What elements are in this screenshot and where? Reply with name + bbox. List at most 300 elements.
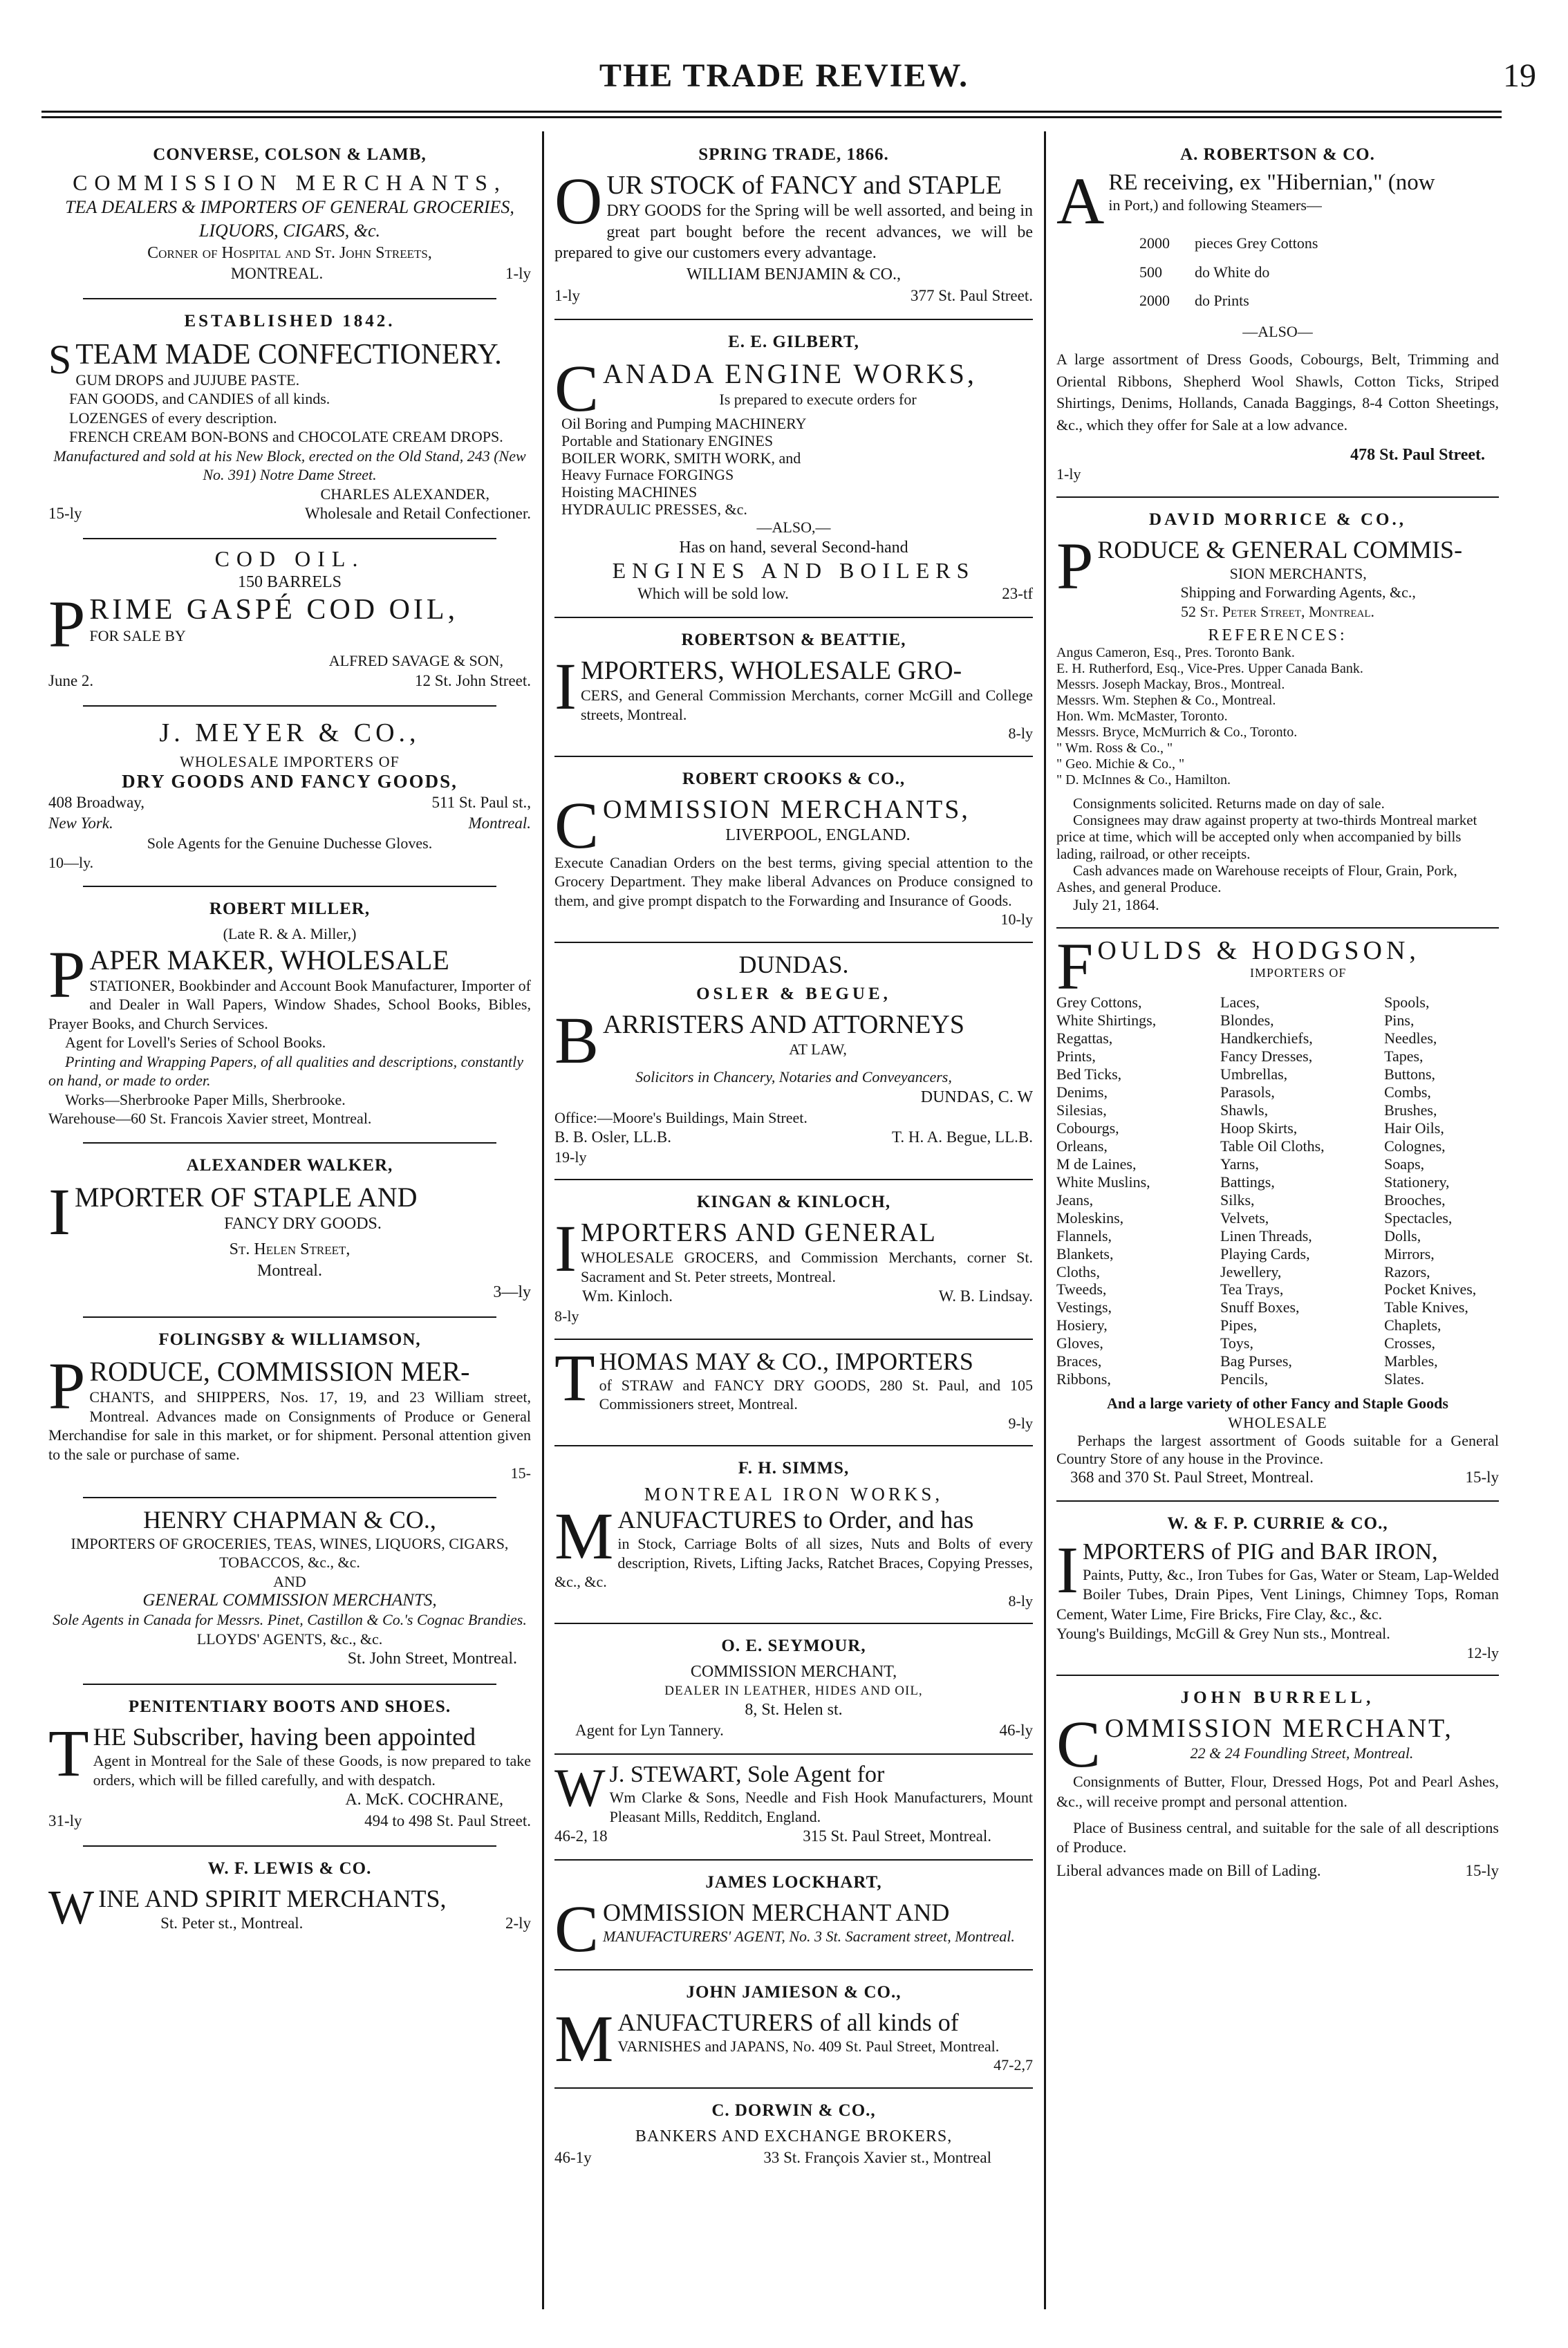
ad-burrell	[1049, 1679, 1506, 1881]
ad-name: ALEXANDER WALKER,	[186, 1155, 393, 1175]
ad-address: 315 St. Paul Street, Montreal.	[803, 1827, 991, 1845]
ad-also: —ALSO—	[1242, 323, 1313, 341]
ad-item	[1139, 229, 1499, 258]
separator	[1056, 1500, 1499, 1502]
ad-line: Sole Agents in Canada for Messrs. Pinet, Castillon & Co.'s Cognac Brandies.	[53, 1611, 527, 1629]
ad-agent: Agent for Lyn Tannery.	[575, 1722, 724, 1740]
goods-item: Slates.	[1384, 1370, 1425, 1388]
goods-item: Jewellery,	[1220, 1262, 1282, 1280]
ad-address: 52 St. Peter Street, Montreal.	[1180, 602, 1375, 620]
ad-dorwin	[548, 2091, 1040, 2168]
ad-firm: WILLIAM BENJAMIN & CO.,	[687, 265, 901, 284]
ad-sub: Is prepared to execute orders for	[719, 390, 917, 408]
dropcap: T	[554, 1340, 595, 1415]
goods-item: Handkerchiefs,	[1220, 1029, 1313, 1047]
separator	[83, 538, 496, 539]
goods-item: Braces,	[1056, 1352, 1102, 1370]
dropcap: F	[1056, 929, 1094, 1003]
ad-line: FRENCH CREAM BON-BONS and CHOCOLATE CREAM DROPS.	[69, 428, 503, 445]
ad-name: A. ROBERTSON & CO.	[1180, 145, 1375, 164]
goods-item: Hoop Skirts,	[1220, 1119, 1298, 1137]
separator	[1056, 927, 1499, 929]
ad-body: STATIONER, Bookbinder and Account Book Manufacturer, Importer of and Dealer in Wall Papers, Window Shades, School Books, Bibles, Prayer Books, and Church Services.	[48, 976, 531, 1032]
ad-late: (Late R. & A. Miller,)	[223, 925, 357, 942]
goods-item: Prints,	[1056, 1047, 1096, 1065]
separator	[83, 1684, 496, 1685]
goods-item: Fancy Dresses,	[1220, 1047, 1313, 1065]
ad-name: ROBERT MILLER,	[209, 900, 371, 918]
ad-city-left: New York.	[48, 814, 113, 832]
ad-code: 23-tf	[1002, 585, 1033, 603]
ad-sub: FANCY DRY GOODS.	[224, 1214, 382, 1233]
separator	[554, 1859, 1033, 1861]
separator	[554, 942, 1033, 943]
goods-item: Pins,	[1384, 1012, 1415, 1029]
ad-addr-left: 408 Broadway,	[48, 794, 145, 812]
ad-address: Young's Buildings, McGill & Grey Nun sts., Montreal.	[1056, 1625, 1390, 1643]
dropcap: P	[48, 586, 86, 661]
ad-thomas-may	[548, 1340, 1040, 1433]
ad-item-desc: pieces Grey Cottons	[1195, 234, 1318, 252]
ad-code: 46-ly	[999, 1722, 1033, 1740]
goods-item: Hosiery,	[1056, 1316, 1108, 1334]
ad-agents: Sole Agents for the Genuine Duchesse Gloves.	[147, 835, 433, 852]
ad-item-desc: do Prints	[1195, 292, 1249, 310]
ad-role: Wholesale and Retail Confectioner.	[305, 505, 531, 522]
ad-morrice	[1049, 501, 1506, 915]
goods-item: Vestings,	[1056, 1298, 1112, 1316]
ad-title: MPORTERS, WHOLESALE GRO-	[580, 656, 962, 686]
ad-dundas	[548, 946, 1040, 1167]
goods-item: Brooches,	[1384, 1191, 1446, 1209]
separator	[554, 1969, 1033, 1970]
ad-seller: ALFRED SAVAGE & SON,	[328, 652, 503, 670]
ad-body: CHANTS, and SHIPPERS, Nos. 17, 19, and 23 William street, Montreal. Advances made on Consignments of Produce or General Merchandise for sale in this market, or for shipment. Personal attention given to the sale or purchase of same.	[48, 1388, 531, 1463]
ad-name: ROBERT CROOKS & CO.,	[682, 769, 906, 788]
ad-address: 33 St. François Xavier st., Montreal	[763, 2148, 991, 2166]
ad-name: JOHN JAMIESON & CO.,	[686, 1982, 902, 2002]
ad-more: And a large variety of other Fancy and Staple Goods	[1107, 1395, 1448, 1413]
ad-chapman	[41, 1501, 538, 1670]
ad-sub: IMPORTERS OF	[1249, 965, 1347, 980]
ad-title: ANUFACTURERS of all kinds of	[617, 2008, 959, 2036]
ad-title: MPORTERS of PIG and BAR IRON,	[1082, 1538, 1438, 1565]
ad-code: 15-ly	[1465, 1468, 1499, 1486]
ad-code: 15-	[510, 1464, 531, 1482]
ad-code: 9-ly	[1008, 1414, 1033, 1432]
ad-title: OMMISSION MERCHANT,	[1105, 1714, 1453, 1744]
ad-address: 478 St. Paul Street.	[1350, 446, 1485, 465]
ad-walker	[41, 1146, 538, 1303]
goods-item: Bed Ticks,	[1056, 1065, 1122, 1083]
goods-item: Pipes,	[1220, 1316, 1258, 1334]
ad-title: APER MAKER, WHOLESALE	[89, 944, 449, 976]
ad-converse	[41, 136, 538, 284]
goods-item: Battings,	[1220, 1173, 1275, 1191]
ad-code: 10—ly.	[48, 853, 94, 871]
ad-code: 8-ly	[1008, 1592, 1033, 1610]
ad-item-qty: 2000	[1139, 234, 1170, 252]
ad-and: AND	[273, 1572, 306, 1590]
ad-title: HOMAS MAY & CO., IMPORTERS	[599, 1347, 973, 1375]
ad-reference: Hon. Wm. McMaster, Toronto.	[1056, 709, 1228, 725]
ad-line: LOZENGES of every description.	[69, 409, 277, 427]
goods-item: Regattas,	[1056, 1029, 1113, 1047]
ad-city: MONTREAL.	[230, 265, 324, 283]
dropcap: S	[48, 337, 72, 383]
separator	[83, 1845, 496, 1847]
ad-title: MPORTER OF STAPLE AND	[74, 1181, 418, 1213]
goods-item: Dolls,	[1384, 1227, 1421, 1245]
ad-date: June 2.	[48, 671, 94, 689]
ad-title: OULDS & HODGSON,	[1097, 935, 1420, 965]
separator	[554, 1753, 1033, 1755]
ad-lewis	[41, 1849, 538, 1934]
goods-item: Crosses,	[1384, 1334, 1436, 1352]
ad-body: Consignments of Butter, Flour, Dressed Hogs, Pot and Pearl Ashes, &c., will receive prompt and personal attention.	[1056, 1773, 1499, 1810]
ad-sold: Which will be sold low.	[637, 585, 789, 603]
dropcap: P	[48, 1349, 86, 1424]
ad-item-qty: 500	[1139, 263, 1162, 281]
ad-address: 494 to 498 St. Paul Street.	[364, 1811, 531, 1829]
ad-warehouse: Warehouse—60 St. Francois Xavier street, Montreal.	[48, 1110, 372, 1127]
ad-reference: " D. McInnes & Co., Hamilton.	[1056, 772, 1231, 788]
ad-city: LIVERPOOL, ENGLAND.	[725, 826, 911, 844]
ad-established: ESTABLISHED 1842.	[184, 312, 395, 331]
ad-body: of STRAW and FANCY DRY GOODS, 280 St. Paul, and 105 Commissioners street, Montreal.	[599, 1376, 1033, 1413]
goods-item: Table Knives,	[1384, 1298, 1468, 1316]
ad-title: HE Subscriber, having been appointed	[93, 1723, 476, 1751]
goods-item: Needles,	[1384, 1029, 1437, 1047]
goods-item: Brushes,	[1384, 1101, 1437, 1119]
ad-sub: Solicitors in Chancery, Notaries and Conveyancers,	[635, 1068, 952, 1086]
ad-reference: Angus Cameron, Esq., Pres. Toronto Bank.	[1056, 645, 1295, 661]
separator	[83, 1497, 496, 1498]
goods-item: Stationery,	[1384, 1173, 1450, 1191]
ad-city: DUNDAS, C. W	[920, 1088, 1033, 1106]
goods-column-c	[1384, 994, 1499, 1388]
ad-a-robertson	[1049, 136, 1506, 484]
goods-item: Denims,	[1056, 1083, 1108, 1101]
ad-code: 31-ly	[48, 1811, 82, 1829]
ad-reference: Messrs. Bryce, McMurrich & Co., Toronto.	[1056, 725, 1298, 740]
goods-item: Soaps,	[1384, 1155, 1425, 1173]
ad-head: DUNDAS.	[738, 950, 849, 978]
ad-firm: OSLER & BEGUE,	[696, 984, 891, 1003]
ad-place: Place of Business central, and suitable for the sale of all descriptions of Produce.	[1056, 1819, 1499, 1856]
ad-partner: B. B. Osler, LL.B.	[554, 1128, 672, 1146]
ad-body: Paints, Putty, &c., Iron Tubes for Gas, Water or Steam, Lap-Welded Boiler Tubes, Drain Pipes, Vent Linings, Chimney Tops, Roman Cement, Water Lime, Fire Bricks, Fire Clay, &c., &c.	[1056, 1565, 1499, 1623]
goods-item: Parasols,	[1220, 1083, 1275, 1101]
ad-code: 15-ly	[48, 505, 82, 522]
ad-robertson-beattie	[548, 621, 1040, 743]
goods-item: Toys,	[1220, 1334, 1253, 1352]
ad-title: RODUCE, COMMISSION MER-	[89, 1356, 470, 1388]
ad-name: FOLINGSBY & WILLIAMSON,	[158, 1330, 421, 1350]
ad-reference: " Wm. Ross & Co., "	[1056, 740, 1173, 756]
ad-item	[1139, 258, 1499, 287]
separator	[83, 298, 496, 299]
goods-item: Buttons,	[1384, 1065, 1436, 1083]
goods-item: Hair Oils,	[1384, 1119, 1444, 1137]
ad-item-desc: do White do	[1195, 263, 1270, 281]
ad-body: WHOLESALE GROCERS, and Commission Merchants, corner St. Sacrament and St. Peter streets, Montreal.	[580, 1249, 1033, 1285]
goods-item: Cloths,	[1056, 1262, 1100, 1280]
ad-head: PENITENTIARY BOOTS AND SHOES.	[128, 1697, 451, 1717]
ad-reference: Messrs. Wm. Stephen & Co., Montreal.	[1056, 693, 1276, 709]
ad-line: Oil Boring and Pumping MACHINERY	[561, 415, 807, 433]
separator	[554, 617, 1033, 618]
ad-reference: " Geo. Michie & Co., "	[1056, 756, 1185, 772]
goods-item: Silesias,	[1056, 1101, 1107, 1119]
ad-line: HYDRAULIC PRESSES, &c.	[561, 500, 747, 518]
goods-item: Laces,	[1220, 994, 1260, 1012]
ad-big: ENGINES AND BOILERS	[612, 558, 976, 584]
ad-name: JAMES LOCKHART,	[705, 1873, 882, 1892]
ad-name: JOHN BURRELL,	[1180, 1688, 1375, 1708]
ad-address: 12 St. John Street.	[414, 671, 531, 689]
ad-gilbert	[548, 323, 1040, 605]
goods-item: Blankets,	[1056, 1245, 1114, 1262]
ad-title: RODUCE & GENERAL COMMIS-	[1097, 535, 1463, 563]
ad-body: in Stock, Carriage Bolts of all sizes, Nuts and Bolts of every description, Rivets, Lifting Jacks, Ratchet Braces, Copying Presses, &c., &c.	[554, 1535, 1033, 1591]
ad-date: July 21, 1864.	[1073, 896, 1159, 914]
dropcap: I	[48, 1174, 71, 1249]
ad-role: BANKERS AND EXCHANGE BROKERS,	[635, 2127, 953, 2145]
goods-item: Spools,	[1384, 994, 1430, 1012]
goods-item: Bag Purses,	[1220, 1352, 1292, 1370]
ad-name: DAVID MORRICE & CO.,	[1149, 510, 1406, 529]
ad-reference: E. H. Rutherford, Esq., Vice-Pres. Upper Canada Bank.	[1056, 661, 1363, 677]
ad-sub: DEALER IN LEATHER, HIDES AND OIL,	[664, 1684, 923, 1698]
ad-title: MPORTERS AND GENERAL	[580, 1218, 937, 1248]
ad-title: OMMISSION MERCHANT AND	[603, 1899, 950, 1927]
ad-partner: Wm. Kinloch.	[582, 1287, 673, 1305]
dropcap: I	[554, 649, 577, 724]
ad-jamieson	[548, 1973, 1040, 2075]
ad-para: Consignments solicited. Returns made on day of sale.	[1073, 795, 1385, 812]
goods-item: Combs,	[1384, 1083, 1431, 1101]
separator	[554, 319, 1033, 320]
ad-title: ANUFACTURES to Order, and has	[617, 1506, 974, 1534]
column-1	[41, 136, 538, 1934]
header-rule-top	[41, 111, 1502, 113]
ad-title: OMMISSION MERCHANTS,	[603, 794, 970, 824]
ad-item-qty: 2000	[1139, 292, 1170, 310]
header-rule-bottom	[41, 116, 1502, 118]
goods-item: Ribbons,	[1056, 1370, 1111, 1388]
ad-confectionery	[41, 302, 538, 524]
dropcap: C	[554, 351, 599, 425]
ad-proprietor: CHARLES ALEXANDER,	[320, 485, 489, 503]
ad-title: J. STEWART, Sole Agent for	[609, 1762, 885, 1788]
ad-title: INE AND SPIRIT MERCHANTS,	[98, 1884, 447, 1912]
ad-code: 46-1y	[554, 2148, 592, 2166]
dropcap: P	[1056, 528, 1094, 603]
separator	[83, 705, 496, 707]
ad-name: O. E. SEYMOUR,	[721, 1637, 866, 1656]
ad-simms	[548, 1449, 1040, 1610]
dropcap: W	[48, 1881, 95, 1935]
dropcap: W	[554, 1758, 606, 1818]
ad-code: 2-ly	[505, 1914, 531, 1932]
ad-line: IMPORTERS OF GROCERIES, TEAS, WINES, LIQUORS, CIGARS, TOBACCOS, &c., &c.	[71, 1534, 509, 1572]
ad-name: F. H. SIMMS,	[738, 1459, 850, 1478]
dropcap: C	[1056, 1707, 1101, 1782]
ad-folingsby	[41, 1321, 538, 1483]
ad-note: Manufactured and sold at his New Block, erected on the Old Stand, 243 (New No. 391) Notre Dame Street.	[53, 447, 526, 483]
ad-line: BOILER WORK, SMITH WORK, and	[561, 449, 801, 467]
ad-city-right: Montreal.	[468, 814, 531, 832]
dropcap: T	[48, 1716, 89, 1791]
goods-item: Spectacles,	[1384, 1209, 1453, 1227]
ad-line: Portable and Stationary ENGINES	[561, 432, 774, 450]
ad-code: 3—ly	[493, 1283, 531, 1301]
ad-sub: WHOLESALE IMPORTERS OF	[180, 752, 400, 770]
ad-title: RIME GASPÉ COD OIL,	[89, 593, 459, 626]
goods-item: M de Laines,	[1056, 1155, 1137, 1173]
goods-item: Tea Trays,	[1220, 1280, 1284, 1298]
ad-seymour	[548, 1627, 1040, 1741]
ad-address: 377 St. Paul Street.	[911, 286, 1033, 304]
dropcap: P	[48, 937, 86, 1012]
ad-code: 8-ly	[554, 1307, 579, 1325]
ad-also: —ALSO,—	[756, 519, 831, 537]
goods-item: White Shirtings,	[1056, 1012, 1157, 1029]
goods-item: Chaplets,	[1384, 1316, 1441, 1334]
ad-title: ARRISTERS AND ATTORNEYS	[603, 1009, 964, 1039]
goods-item: Pocket Knives,	[1384, 1280, 1477, 1298]
goods-item: Jeans,	[1056, 1191, 1094, 1209]
goods-item: Tapes,	[1384, 1047, 1424, 1065]
ad-line: GENERAL COMMISSION MERCHANTS,	[142, 1591, 437, 1610]
ad-currie	[1049, 1504, 1506, 1663]
column-2	[548, 136, 1040, 2168]
ad-address: 22 & 24 Foundling Street, Montreal.	[1190, 1744, 1414, 1762]
ad-code: 1-ly	[554, 286, 581, 304]
goods-item: Playing Cards,	[1220, 1245, 1310, 1262]
goods-item: Flannels,	[1056, 1227, 1112, 1245]
separator	[1056, 496, 1499, 498]
ad-line: LLOYDS' AGENTS, &c., &c.	[196, 1630, 383, 1648]
ad-spring-trade	[548, 136, 1040, 306]
separator	[1056, 1675, 1499, 1676]
ad-name: C. DORWIN & CO.,	[711, 2100, 876, 2120]
ad-line: Heavy Furnace FORGINGS	[561, 466, 734, 484]
ad-line: FAN GOODS, and CANDIES of all kinds.	[69, 390, 330, 407]
goods-item: Blondes,	[1220, 1012, 1274, 1029]
dropcap: I	[554, 1211, 577, 1286]
dropcap: B	[554, 1003, 599, 1077]
goods-item: Snuff Boxes,	[1220, 1298, 1300, 1316]
goods-item: Razors,	[1384, 1262, 1430, 1280]
ad-liberal: Liberal advances made on Bill of Lading.	[1056, 1862, 1321, 1880]
ad-crooks	[548, 760, 1040, 929]
ad-hand: Has on hand, several Second-hand	[679, 538, 908, 557]
ad-name: HENRY CHAPMAN & CO.,	[143, 1505, 436, 1534]
ad-meyer	[41, 709, 538, 872]
ad-addr-right: 511 St. Paul st.,	[431, 794, 531, 812]
column-3	[1049, 136, 1506, 1881]
ad-agent: Agent for Lovell's Series of School Books.	[65, 1034, 326, 1051]
ad-code: 8-ly	[1008, 725, 1033, 743]
ad-line: GUM DROPS and JUJUBE PASTE.	[75, 371, 300, 389]
goods-item: Marbles,	[1384, 1352, 1438, 1370]
goods-item: Silks,	[1220, 1191, 1255, 1209]
dropcap: C	[554, 788, 599, 862]
goods-item: Mirrors,	[1384, 1245, 1435, 1262]
ad-code: 46-2, 18	[554, 1827, 608, 1845]
goods-list	[1056, 994, 1499, 1388]
goods-column-a	[1056, 994, 1220, 1388]
ad-sub: in Port,) and following Steamers—	[1108, 196, 1322, 214]
ad-body: DRY GOODS for the Spring will be well assorted, and being in great part bought before the recent advances, we will be prepared to give our customers every advantage.	[554, 202, 1033, 263]
ad-foulds	[1049, 931, 1506, 1488]
goods-column-b	[1220, 994, 1384, 1388]
ad-head: SPRING TRADE, 1866.	[698, 145, 889, 164]
goods-item: Cobourgs,	[1056, 1119, 1119, 1137]
column-rule-1	[542, 131, 544, 2309]
ad-city: Montreal.	[257, 1261, 322, 1280]
ad-body: VARNISHES and JAPANS, No. 409 St. Paul Street, Montreal.	[617, 2037, 1000, 2055]
ad-stewart	[548, 1758, 1040, 1847]
goods-item: Tweeds,	[1056, 1280, 1107, 1298]
ad-name: J. MEYER & CO.,	[159, 718, 420, 747]
separator	[554, 1445, 1033, 1446]
goods-item: Colognes,	[1384, 1137, 1446, 1155]
ad-name: KINGAN & KINLOCH,	[696, 1193, 891, 1212]
ad-penitentiary	[41, 1688, 538, 1832]
separator	[554, 2087, 1033, 2089]
ad-address: Corner of Hospital and St. John Streets,	[147, 243, 432, 262]
goods-item: Linen Threads,	[1220, 1227, 1312, 1245]
ad-code: 19-ly	[554, 1148, 587, 1166]
goods-item: Pencils,	[1220, 1370, 1269, 1388]
ad-item	[1139, 286, 1499, 315]
ad-miller	[41, 890, 538, 1128]
ad-goods: DRY GOODS AND FANCY GOODS,	[122, 771, 458, 792]
ad-code: 47-2,7	[993, 2056, 1033, 2074]
ad-title: COMMISSION MERCHANTS,	[73, 170, 507, 195]
goods-item: Yarns,	[1220, 1155, 1259, 1173]
goods-item: Velvets,	[1220, 1209, 1269, 1227]
separator	[83, 1142, 496, 1144]
ad-code: 15-ly	[1465, 1862, 1499, 1880]
goods-item: Orleans,	[1056, 1137, 1108, 1155]
ad-address: St. Peter st., Montreal.	[160, 1914, 304, 1932]
separator	[83, 1316, 496, 1318]
ad-para: Cash advances made on Warehouse receipts of Flour, Grain, Pork, Ashes, and general Produce.	[1056, 861, 1457, 895]
ad-address: St. John Street, Montreal.	[347, 1650, 517, 1668]
ad-street: 8, St. Helen st.	[745, 1700, 843, 1719]
ad-code: 1-ly	[1056, 465, 1081, 483]
ad-body: Wm Clarke & Sons, Needle and Fish Hook Manufacturers, Mount Pleasant Mills, Redditch, England.	[609, 1789, 1033, 1825]
separator	[554, 1623, 1033, 1624]
goods-item: Moleskins,	[1056, 1209, 1124, 1227]
page-title: THE TRADE REVIEW.	[599, 57, 969, 94]
page-number: 19	[1503, 57, 1536, 94]
ad-works: Works—Sherbrooke Paper Mills, Sherbrooke.	[65, 1090, 346, 1108]
ad-line: Hoisting MACHINES	[561, 483, 698, 501]
ad-body: Perhaps the largest assortment of Goods suitable for a General Country Store of any house in the Province.	[1056, 1432, 1499, 1467]
dropcap: O	[554, 164, 603, 238]
ad-title: UR STOCK of FANCY and STAPLE	[606, 171, 1002, 200]
ad-office: Office:—Moore's Buildings, Main Street.	[554, 1108, 808, 1126]
ad-code: 10-ly	[1000, 911, 1033, 929]
ad-name: E. E. GILBERT,	[728, 332, 859, 351]
goods-item: White Muslins,	[1056, 1173, 1150, 1191]
separator	[554, 1179, 1033, 1180]
